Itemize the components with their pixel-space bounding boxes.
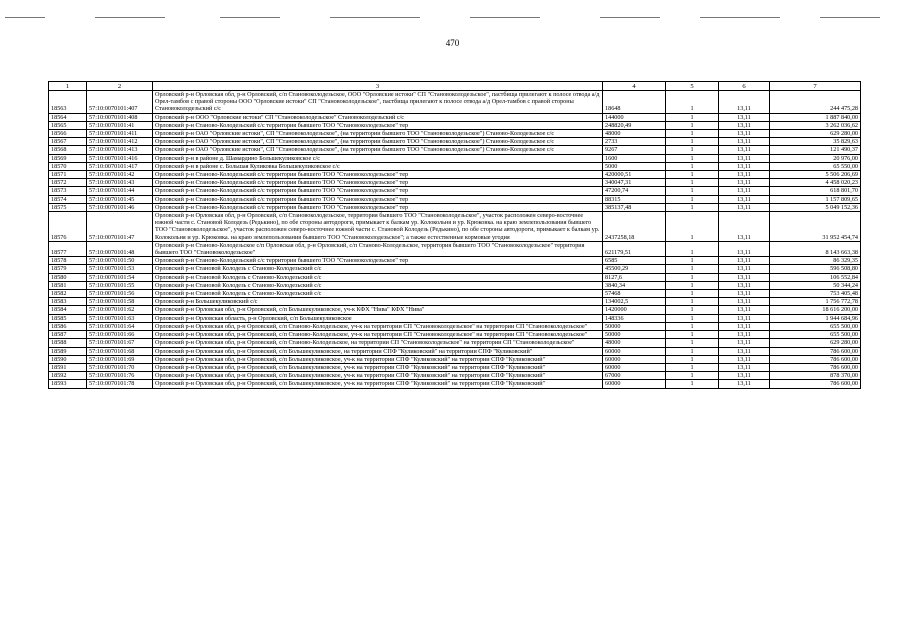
- row-number: 18590: [49, 355, 87, 363]
- location-description: Орловский р-н Станово-Колодезьское с/п Орловская обл, р-н Орловский, с/п Станово-Колодезьское, территория бывшего ТОО "Становоколодезьское" территория бывшего ТОО "Становоколодезьское": [153, 241, 603, 256]
- coefficient: 1: [666, 138, 719, 146]
- coefficient: 1: [666, 162, 719, 170]
- row-number: 18568: [49, 146, 87, 154]
- location-description: Орловский р-н Станово-Колодезьский с/с территория бывшего ТОО "Становоколодезьское" тер: [153, 171, 603, 179]
- table-row: [49, 298, 861, 306]
- area-value: 57468: [603, 290, 666, 298]
- area-value: 1420000: [603, 306, 666, 314]
- header-col-2: 2: [87, 82, 153, 91]
- row-number: 18582: [49, 290, 87, 298]
- cadastral-value: 655 500,00: [770, 322, 861, 330]
- row-number: 18583: [49, 298, 87, 306]
- area-value: 5000: [603, 162, 666, 170]
- row-number: 18563: [49, 91, 87, 114]
- area-value: 50000: [603, 322, 666, 330]
- cadastral-number: 57:10:0070101:413: [87, 146, 153, 154]
- cadastral-value: 121 490,37: [770, 146, 861, 154]
- coefficient: 1: [666, 322, 719, 330]
- area-value: 8127,6: [603, 273, 666, 281]
- rate: 13,11: [719, 363, 770, 371]
- area-value: 47200,74: [603, 187, 666, 195]
- row-number: 18577: [49, 241, 87, 256]
- coefficient: 1: [666, 273, 719, 281]
- row-number: 18585: [49, 314, 87, 322]
- location-description: Орловский р-н ОАО "Орловские истоки", СП "Становоколодезьское", (на территории бывшего ТОО "Становоколодезьское") Станово-Колодезьское с/с: [153, 130, 603, 138]
- coefficient: 1: [666, 265, 719, 273]
- row-number: 18588: [49, 339, 87, 347]
- cadastral-value: 753 405,48: [770, 290, 861, 298]
- area-value: 134002,5: [603, 298, 666, 306]
- table-row: [49, 347, 861, 355]
- location-description: Орловский р-н Орловская обл, р-н Орловский, с/п Большекуликовское, уч-к на территории СПФ "Куликовский" на территории СПФ "Куликовский": [153, 380, 603, 388]
- cadastral-value: 18 616 200,00: [770, 306, 861, 314]
- header-col-5: 5: [666, 82, 719, 91]
- cadastral-number: 57:10:0070101:44: [87, 187, 153, 195]
- rate: 13,11: [719, 171, 770, 179]
- cadastral-value: 86 329,35: [770, 257, 861, 265]
- coefficient: 1: [666, 187, 719, 195]
- header-col-4: 4: [603, 82, 666, 91]
- table-row: [49, 146, 861, 154]
- location-description: Орловский р-н Орловская обл, р-н Орловский, с/п Большекуликовское, на территории СПФ "Куликовский" на территории СПФ "Куликовский": [153, 347, 603, 355]
- coefficient: 1: [666, 212, 719, 242]
- cadastral-number: 57:10:0070101:76: [87, 372, 153, 380]
- coefficient: 1: [666, 306, 719, 314]
- area-value: 148336: [603, 314, 666, 322]
- table-row: [49, 355, 861, 363]
- cadastral-number: 57:10:0070101:412: [87, 138, 153, 146]
- row-number: 18593: [49, 380, 87, 388]
- table-row: [49, 372, 861, 380]
- area-value: 6585: [603, 257, 666, 265]
- cadastral-value: 106 552,84: [770, 273, 861, 281]
- coefficient: 1: [666, 154, 719, 162]
- coefficient: 1: [666, 355, 719, 363]
- area-value: 48000: [603, 130, 666, 138]
- row-number: 18573: [49, 187, 87, 195]
- row-number: 18587: [49, 331, 87, 339]
- cadastral-number: 57:10:0070101:68: [87, 347, 153, 355]
- rate: 13,11: [719, 91, 770, 114]
- table-row: [49, 380, 861, 388]
- coefficient: 1: [666, 314, 719, 322]
- header-col-6: 6: [719, 82, 770, 91]
- row-number: 18570: [49, 162, 87, 170]
- table-row: [49, 203, 861, 211]
- rate: 13,11: [719, 257, 770, 265]
- cadastral-number: 57:10:0070101:66: [87, 331, 153, 339]
- table-row: [49, 273, 861, 281]
- rate: 13,11: [719, 195, 770, 203]
- cadastral-value: 655 500,00: [770, 331, 861, 339]
- table-row: [49, 91, 861, 114]
- rate: 13,11: [719, 212, 770, 242]
- scan-artifact-line: [0, 12, 905, 22]
- coefficient: 1: [666, 195, 719, 203]
- rate: 13,11: [719, 298, 770, 306]
- row-number: 18586: [49, 322, 87, 330]
- cadastral-value: 786 600,00: [770, 355, 861, 363]
- cadastral-number: 57:10:0070101:411: [87, 130, 153, 138]
- coefficient: 1: [666, 363, 719, 371]
- cadastral-number: 57:10:0070101:41: [87, 121, 153, 129]
- cadastral-value: 596 508,80: [770, 265, 861, 273]
- cadastral-value: 5 049 152,36: [770, 203, 861, 211]
- location-description: Орловский р-н Станово-Колодезьский с/с территория бывшего ТОО "Становоколодезьское" тер: [153, 187, 603, 195]
- coefficient: 1: [666, 372, 719, 380]
- coefficient: 1: [666, 203, 719, 211]
- rate: 13,11: [719, 241, 770, 256]
- cadastral-value: 629 280,00: [770, 130, 861, 138]
- area-value: 385137,48: [603, 203, 666, 211]
- cadastral-number: 57:10:0070101:417: [87, 162, 153, 170]
- location-description: Орловский р-н Орловская обл, р-н Орловский, с/п Станово-Колодезьское, уч-к на территории СП "Становоколодезьское" на территории СП "Становоколодезьское": [153, 331, 603, 339]
- header-col-7: 7: [770, 82, 861, 91]
- cadastral-number: 57:10:0070101:62: [87, 306, 153, 314]
- coefficient: 1: [666, 241, 719, 256]
- cadastral-number: 57:10:0070101:47: [87, 212, 153, 242]
- cadastral-value: 20 976,00: [770, 154, 861, 162]
- table-row: [49, 257, 861, 265]
- table-row: [49, 187, 861, 195]
- area-value: 60000: [603, 347, 666, 355]
- rate: 13,11: [719, 154, 770, 162]
- cadastral-number: 57:10:0070101:408: [87, 113, 153, 121]
- row-number: 18574: [49, 195, 87, 203]
- table-row: [49, 171, 861, 179]
- table-row: [49, 314, 861, 322]
- cadastral-value: 31 952 454,74: [770, 212, 861, 242]
- location-description: Орловский р-н Станово-Колодезьский с/с территория бывшего ТОО "Становоколодезьское" тер: [153, 195, 603, 203]
- cadastral-number: 57:10:0070101:48: [87, 241, 153, 256]
- location-description: Орловский р-н в районе с. Большая Куликовка Большекуликовское с/с: [153, 162, 603, 170]
- cadastral-number: 57:10:0070101:58: [87, 298, 153, 306]
- cadastral-value: 786 600,00: [770, 347, 861, 355]
- rate: 13,11: [719, 273, 770, 281]
- cadastral-number: 57:10:0070101:42: [87, 171, 153, 179]
- cadastral-number: 57:10:0070101:56: [87, 290, 153, 298]
- cadastral-value: 35 829,63: [770, 138, 861, 146]
- area-value: 144000: [603, 113, 666, 121]
- location-description: Орловский р-н Становой Колодезь с Станово-Колодезьский с/с: [153, 273, 603, 281]
- cadastral-value: 629 280,00: [770, 339, 861, 347]
- cadastral-number: 57:10:0070101:50: [87, 257, 153, 265]
- coefficient: 1: [666, 339, 719, 347]
- header-row: [49, 82, 861, 91]
- area-value: 2437258,18: [603, 212, 666, 242]
- cadastral-number: 57:10:0070101:416: [87, 154, 153, 162]
- cadastral-number: 57:10:0070101:78: [87, 380, 153, 388]
- area-value: 60000: [603, 380, 666, 388]
- location-description: Орловский р-н Становой Колодезь с Станово-Колодезьский с/с: [153, 265, 603, 273]
- cadastral-number: 57:10:0070101:45: [87, 195, 153, 203]
- rate: 13,11: [719, 331, 770, 339]
- cadastral-value: 4 458 020,23: [770, 179, 861, 187]
- table-row: [49, 363, 861, 371]
- location-description: Орловский р-н ОАО "Орловские истоки", СП "Становоколодезьское", (на территории бывшего ТОО "Становоколодезьское") Станово-Колодезьское с/с: [153, 146, 603, 154]
- row-number: 18589: [49, 347, 87, 355]
- table-row: [49, 113, 861, 121]
- cadastral-number: 57:10:0070101:55: [87, 281, 153, 289]
- location-description: Орловский р-н Орловская обл, р-н Орловский, с/п Большекуликовское, уч-к на территории СПФ "Куликовский" на территории СПФ "Куликовский": [153, 355, 603, 363]
- location-description: Орловский р-н Орловская обл, р-н Орловский, с/п Большекуликовское, уч-к КФХ "Нива" КФХ "Нива": [153, 306, 603, 314]
- row-number: 18571: [49, 171, 87, 179]
- rate: 13,11: [719, 322, 770, 330]
- rate: 13,11: [719, 314, 770, 322]
- cadastral-value: 1 756 772,78: [770, 298, 861, 306]
- table-row: [49, 121, 861, 129]
- cadastral-number: 57:10:0070101:46: [87, 203, 153, 211]
- coefficient: 1: [666, 179, 719, 187]
- cadastral-value: 1 887 840,00: [770, 113, 861, 121]
- rate: 13,11: [719, 121, 770, 129]
- rate: 13,11: [719, 162, 770, 170]
- area-value: 248820,49: [603, 121, 666, 129]
- page-number: 470: [445, 38, 460, 48]
- rate: 13,11: [719, 290, 770, 298]
- rate: 13,11: [719, 347, 770, 355]
- location-description: Орловский р-н в районе д. Шамардино Большекуликовское с/с: [153, 154, 603, 162]
- location-description: Орловский р-н Станово-Колодезьский с/с территория бывшего ТОО "Становоколодезьское" тер: [153, 203, 603, 211]
- cadastral-number: 57:10:0070101:70: [87, 363, 153, 371]
- area-value: 60000: [603, 363, 666, 371]
- area-value: 48000: [603, 339, 666, 347]
- row-number: 18578: [49, 257, 87, 265]
- cadastral-value: 65 550,00: [770, 162, 861, 170]
- table-row: [49, 265, 861, 273]
- rate: 13,11: [719, 265, 770, 273]
- location-description: Орловский р-н Станово-Колодезьский с/с территория бывшего ТОО "Становоколодезьское" тер: [153, 179, 603, 187]
- cadastral-number: 57:10:0070101:69: [87, 355, 153, 363]
- row-number: 18591: [49, 363, 87, 371]
- coefficient: 1: [666, 347, 719, 355]
- table-row: [49, 306, 861, 314]
- coefficient: 1: [666, 380, 719, 388]
- rate: 13,11: [719, 203, 770, 211]
- table-row: [49, 281, 861, 289]
- location-description: Орловский р-н ООО "Орловские истоки" СП "Становоколодезьское" Становоколодезьский с/с: [153, 113, 603, 121]
- rate: 13,11: [719, 306, 770, 314]
- coefficient: 1: [666, 91, 719, 114]
- row-number: 18584: [49, 306, 87, 314]
- table-row: [49, 339, 861, 347]
- cadastral-number: 57:10:0070101:407: [87, 91, 153, 114]
- row-number: 18576: [49, 212, 87, 242]
- table-row: [49, 331, 861, 339]
- table-row: [49, 130, 861, 138]
- area-value: 50000: [603, 331, 666, 339]
- cadastral-number: 57:10:0070101:63: [87, 314, 153, 322]
- row-number: 18569: [49, 154, 87, 162]
- cadastral-value: 3 262 036,62: [770, 121, 861, 129]
- location-description: Орловский р-н Становой Колодезь с Станово-Колодезьский с/с: [153, 281, 603, 289]
- table-row: [49, 162, 861, 170]
- table-row: [49, 212, 861, 242]
- table-row: [49, 195, 861, 203]
- cadastral-table: [48, 81, 861, 389]
- row-number: 18580: [49, 273, 87, 281]
- coefficient: 1: [666, 290, 719, 298]
- cadastral-number: 57:10:0070101:54: [87, 273, 153, 281]
- area-value: 45500,29: [603, 265, 666, 273]
- row-number: 18566: [49, 130, 87, 138]
- area-value: 67000: [603, 372, 666, 380]
- coefficient: 1: [666, 113, 719, 121]
- area-value: 1600: [603, 154, 666, 162]
- location-description: Орловский р-н Орловская обл, р-н Орловский, с/п Большекуликовское, уч-к на территории СПФ "Куликовский" на территории СПФ "Куликовский": [153, 363, 603, 371]
- location-description: Орловский р-н Становой Колодезь с Станово-Колодезьский с/с: [153, 290, 603, 298]
- row-number: 18567: [49, 138, 87, 146]
- cadastral-value: 5 506 206,69: [770, 171, 861, 179]
- area-value: 18648: [603, 91, 666, 114]
- cadastral-number: 57:10:0070101:64: [87, 322, 153, 330]
- table-row: [49, 322, 861, 330]
- table-row: [49, 179, 861, 187]
- area-value: 9267: [603, 146, 666, 154]
- header-col-3: 3: [153, 82, 603, 91]
- coefficient: 1: [666, 281, 719, 289]
- cadastral-value: 244 475,28: [770, 91, 861, 114]
- rate: 13,11: [719, 355, 770, 363]
- rate: 13,11: [719, 339, 770, 347]
- location-description: Орловский р-н Орловская обл, р-н Орловский, с/п Большекуликовское, уч-к на территории СПФ "Куликовский" на территории СПФ "Куликовский": [153, 372, 603, 380]
- rate: 13,11: [719, 130, 770, 138]
- rate: 13,11: [719, 187, 770, 195]
- area-value: 2733: [603, 138, 666, 146]
- location-description: Орловский р-н Станово-Колодезьский с/с территория бывшего ТОО "Становоколодезьское" тер: [153, 121, 603, 129]
- coefficient: 1: [666, 130, 719, 138]
- rate: 13,11: [719, 380, 770, 388]
- location-description: Орловский р-н Орловская обл, р-н Орловский, с/п Станово-Колодезьское, на территории СП "Становоколодезьское" на территории СП "Становоколодезьское": [153, 339, 603, 347]
- area-value: 621179,51: [603, 241, 666, 256]
- cadastral-value: 786 600,00: [770, 363, 861, 371]
- cadastral-value: 786 600,00: [770, 380, 861, 388]
- area-value: 340047,31: [603, 179, 666, 187]
- coefficient: 1: [666, 331, 719, 339]
- location-description: Орловский р-н Станово-Колодезьский с/с территория бывшего ТОО "Становоколодезьское" тер: [153, 257, 603, 265]
- coefficient: 1: [666, 121, 719, 129]
- cadastral-value: 878 370,00: [770, 372, 861, 380]
- area-value: 60000: [603, 355, 666, 363]
- row-number: 18579: [49, 265, 87, 273]
- row-number: 18572: [49, 179, 87, 187]
- cadastral-value: 8 143 663,38: [770, 241, 861, 256]
- rate: 13,11: [719, 146, 770, 154]
- rate: 13,11: [719, 372, 770, 380]
- location-description: Орловский р-н Орловская обл, р-н Орловский, с/п Становоколодезьское, ООО "Орловские истоки" СП "Становоколодезьское", пастбища прилегают к полосе отвода а/д Орел-тамбов с правой стороны ООО "Орловские истоки" СП "Становоколодезьское", пастбища прилегают к полосе отвода а/д Орел-тамбов с правой стороны Становоколодезьский с/с: [153, 91, 603, 114]
- cadastral-value: 1 944 684,96: [770, 314, 861, 322]
- coefficient: 1: [666, 146, 719, 154]
- coefficient: 1: [666, 171, 719, 179]
- location-description: Орловский р-н Большекуликовский с/с: [153, 298, 603, 306]
- row-number: 18592: [49, 372, 87, 380]
- row-number: 18581: [49, 281, 87, 289]
- row-number: 18565: [49, 121, 87, 129]
- location-description: Орловский р-н Орловская область, р-н Орловский, с/п Большекуликовское: [153, 314, 603, 322]
- cadastral-number: 57:10:0070101:67: [87, 339, 153, 347]
- cadastral-value: 50 344,24: [770, 281, 861, 289]
- coefficient: 1: [666, 298, 719, 306]
- table-row: [49, 290, 861, 298]
- row-number: 18575: [49, 203, 87, 211]
- cadastral-number: 57:10:0070101:53: [87, 265, 153, 273]
- row-number: 18564: [49, 113, 87, 121]
- rate: 13,11: [719, 179, 770, 187]
- location-description: Орловский р-н Орловская обл, р-н Орловский, с/п Станово-Колодезьское, уч-к на территории СП "Становоколодезьское" на территории СП "Становоколодезьское": [153, 322, 603, 330]
- area-value: 420000,51: [603, 171, 666, 179]
- coefficient: 1: [666, 257, 719, 265]
- table-row: [49, 154, 861, 162]
- cadastral-number: 57:10:0070101:43: [87, 179, 153, 187]
- table-row: [49, 138, 861, 146]
- area-value: 88315: [603, 195, 666, 203]
- header-col-1: 1: [49, 82, 87, 91]
- location-description: Орловский р-н Орловская обл, р-н Орловский, с/п Становоколодезьское, территория бывшего ТОО "Становоколодезьское", участок расположен северо-восточнее южной части с. Становой Колодезь (Редькино), по обе стороны автодороги, примыкает к балкам ур. Колокольня и ур. Крюковка. на краю землепользования бывшего ТОО "Становоколодезьское", участок расположен северо-восточнее южной части с. Становой Колодезь (Редькино), по обе стороны автодороги, примыкает к балкам ур. Колокольня и ур. Крюковка. на краю землепользования бывшего ТОО "Становоколодезьское"; а также естественные кормовые угодия: [153, 212, 603, 242]
- cadastral-value: 1 157 809,65: [770, 195, 861, 203]
- rate: 13,11: [719, 138, 770, 146]
- location-description: Орловский р-н ОАО "Орловские истоки", СП "Становоколодезьское", (на территории бывшего ТОО "Становоколодезьское") Станово-Колодезьское с/с: [153, 138, 603, 146]
- rate: 13,11: [719, 113, 770, 121]
- area-value: 3840,34: [603, 281, 666, 289]
- cadastral-value: 618 801,70: [770, 187, 861, 195]
- rate: 13,11: [719, 281, 770, 289]
- table-row: [49, 241, 861, 256]
